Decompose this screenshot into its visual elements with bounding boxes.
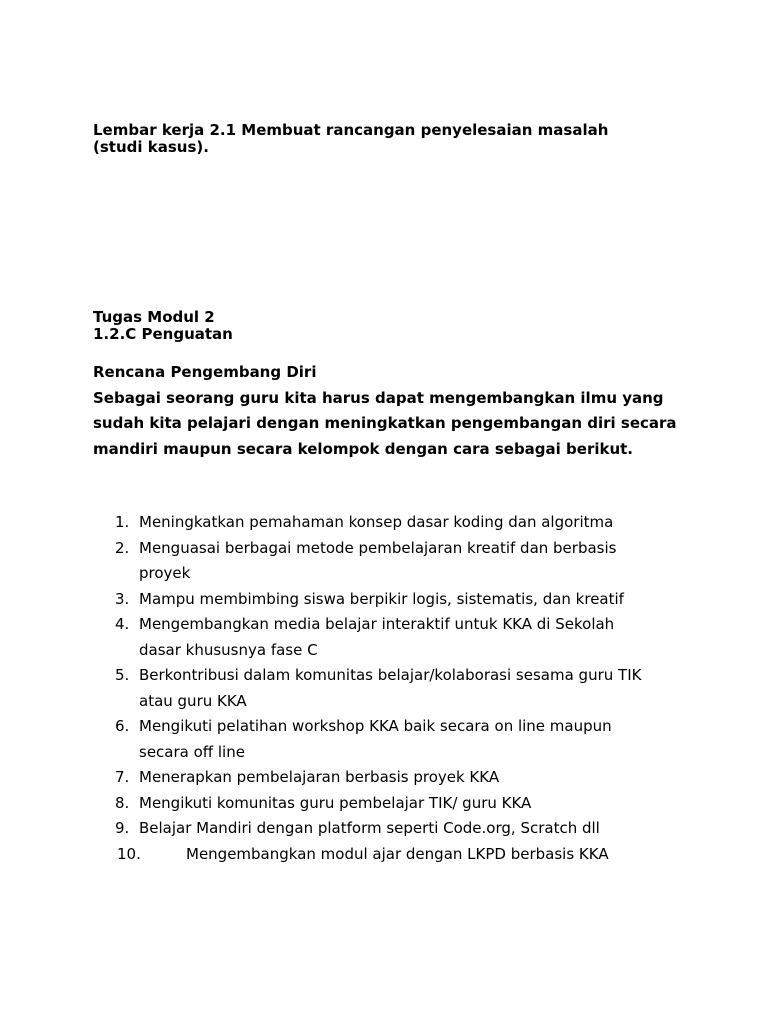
list-item-number: 2. (115, 538, 130, 557)
list-item-text: Mengikuti komunitas guru pembelajar TIK/ guru KKA (139, 793, 532, 812)
list-item (0, 791, 659, 817)
list-item (0, 663, 659, 714)
list-item (0, 510, 659, 536)
list-item (0, 714, 659, 765)
list-item-number: 7. (115, 768, 130, 786)
list-item-number: 4. (115, 615, 130, 633)
list-item (0, 536, 659, 587)
list-item-text: Menguasai berbagai metode pembelajaran kreatif dan berbasis proyek (139, 538, 617, 582)
list-item-number: 5. (115, 666, 130, 684)
list-item (0, 587, 659, 613)
list-item-number: 1. (115, 513, 130, 531)
module-subtitle: 1.2.C Penguatan (93, 325, 233, 343)
list-item-number: 10. (117, 844, 141, 863)
list-item (0, 765, 659, 791)
list-item-text: Mengembangkan media belajar interaktif untuk KKA di Sekolah dasar khususnya fase C (139, 615, 615, 659)
list-item-text: Menerapkan pembelajaran berbasis proyek KKA (139, 768, 500, 786)
list-item-number: 8. (115, 793, 130, 812)
intro-section (93, 360, 693, 462)
list-item-text: Meningkatkan pemahaman konsep dasar koding dan algoritma (139, 513, 614, 531)
list-item-number: 6. (115, 717, 130, 735)
list-item (0, 842, 706, 868)
worksheet-title (93, 122, 693, 156)
list-item-text: Mengembangkan modul ajar dengan LKPD berbasis KKA (186, 844, 609, 863)
list-item (0, 816, 659, 842)
module-heading (93, 309, 693, 343)
intro-paragraph: Sebagai seorang guru kita harus dapat mengembangkan ilmu yang sudah kita pelajari dengan meningkatkan pengembangan diri secara mandiri maupun secara kelompok dengan cara sebagai berikut. (93, 388, 677, 458)
list-item (0, 612, 659, 663)
intro-heading: Rencana Pengembang Diri (93, 363, 317, 381)
list-item-text: Berkontribusi dalam komunitas belajar/kolaborasi sesama guru TIK atau guru KKA (139, 666, 642, 710)
worksheet-title-line-2: (studi kasus). (93, 138, 209, 156)
list-item-number: 9. (115, 819, 130, 837)
list-item-text: Mampu membimbing siswa berpikir logis, sistematis, dan kreatif (139, 589, 624, 608)
development-plan-list (0, 510, 768, 867)
list-item-text: Belajar Mandiri dengan platform seperti Code.org, Scratch dll (139, 819, 600, 837)
list-item-text: Mengikuti pelatihan workshop KKA baik secara on line maupun secara off line (139, 717, 612, 761)
worksheet-title-line-1: Lembar kerja 2.1 Membuat rancangan penyelesaian masalah (93, 121, 609, 139)
list-item-number: 3. (115, 589, 130, 608)
module-title: Tugas Modul 2 (93, 308, 215, 326)
